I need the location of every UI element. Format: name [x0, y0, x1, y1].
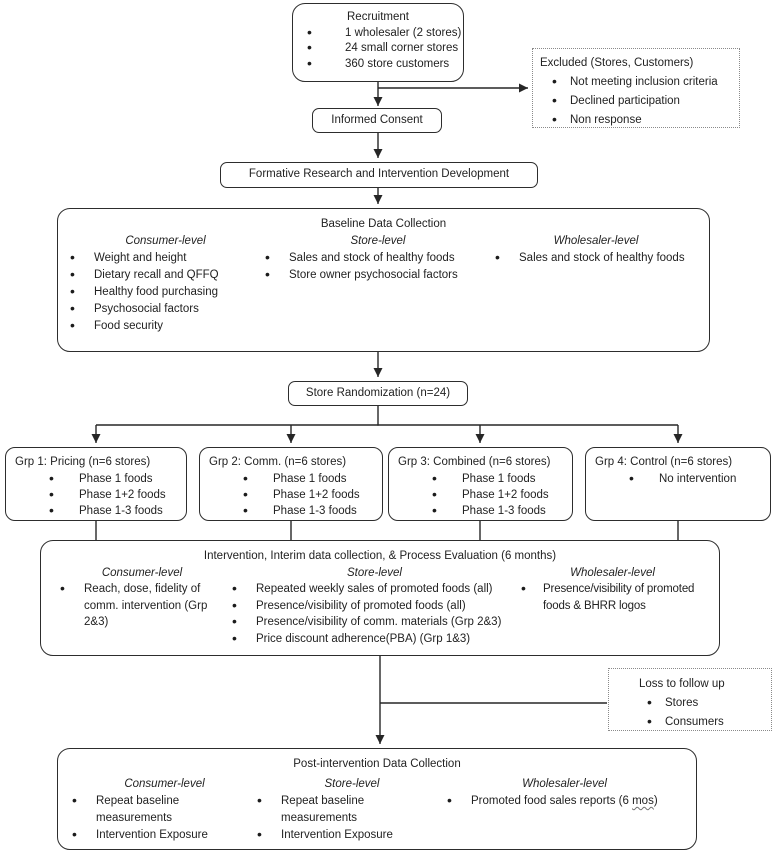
column-header-consumer: Consumer-level	[101, 566, 183, 579]
column-header-consumer: Consumer-level	[124, 778, 205, 790]
baseline-wholesaler-column	[493, 233, 699, 335]
list-item: • Price discount adherence(PBA) (Grp 1&3)	[228, 631, 521, 648]
list-item: • Repeat baseline measurements	[257, 793, 433, 827]
intervention-wholesaler-column	[521, 565, 704, 648]
list-item: • Food security	[68, 318, 263, 335]
loss-title: Loss to follow up	[639, 678, 725, 690]
list-item-text: )	[653, 795, 658, 807]
post-wholesaler-column	[447, 776, 682, 844]
list-item-text: Promoted food sales reports (6	[471, 795, 633, 807]
group-3-list	[398, 471, 567, 519]
baseline-consumer-column	[68, 233, 263, 335]
intervention-box	[40, 540, 720, 656]
group-4-box	[585, 447, 771, 521]
group-4-list	[595, 471, 765, 487]
list-item: • Intervention Exposure	[72, 827, 248, 844]
group-1-title: Grp 1: Pricing (n=6 stores)	[15, 456, 151, 468]
list-item: • Psychosocial factors	[68, 301, 263, 318]
list-item: • Healthy food purchasing	[68, 284, 263, 301]
group-3-box	[388, 447, 573, 521]
list-item: • Not meeting inclusion criteria	[540, 73, 733, 92]
column-header-store: Store-level	[347, 566, 402, 579]
intervention-store-column	[228, 565, 521, 648]
list-item: • Dietary recall and QFFQ	[68, 267, 263, 284]
list-item: • No intervention	[595, 471, 765, 487]
list-item: • Store owner psychosocial factors	[263, 267, 493, 284]
excluded-title: Excluded (Stores, Customers)	[540, 57, 694, 69]
group-1-box	[5, 447, 187, 521]
post-consumer-column	[72, 776, 257, 844]
list-item: • Phase 1 foods	[15, 471, 181, 487]
list-item: • Reach, dose, fidelity of comm. intervention (Grp 2&3)	[56, 581, 228, 631]
excluded-box	[532, 48, 740, 128]
list-item: • Phase 1+2 foods	[398, 487, 567, 503]
list-item: • Repeated weekly sales of promoted foods (all)	[228, 581, 521, 598]
column-header-wholesaler: Wholesaler-level	[570, 566, 655, 579]
randomization-box	[288, 381, 468, 406]
list-item: • Phase 1+2 foods	[209, 487, 377, 503]
column-header-wholesaler: Wholesaler-level	[522, 778, 607, 790]
list-item: • Stores	[639, 694, 767, 713]
list-item: • Consumers	[639, 713, 767, 732]
post-intervention-box	[57, 748, 697, 850]
list-item: • Phase 1-3 foods	[398, 503, 567, 519]
list-item: • Presence/visibility of promoted foods & BHRR logos	[521, 581, 704, 614]
group-2-list	[209, 471, 377, 519]
list-item: • Sales and stock of healthy foods	[263, 250, 493, 267]
post-store-list	[257, 793, 447, 844]
intervention-title: Intervention, Interim data collection, & Process Evaluation (6 months)	[203, 550, 557, 562]
group-2-title: Grp 2: Comm. (n=6 stores)	[209, 456, 347, 468]
list-item: • 1 wholesaler (2 stores)	[305, 26, 463, 42]
list-item: • Presence/visibility of promoted foods (all)	[228, 598, 521, 615]
recruitment-title: Recruitment	[347, 11, 409, 23]
list-item: • Phase 1-3 foods	[209, 503, 377, 519]
list-item: • Presence/visibility of comm. materials (Grp 2&3)	[228, 614, 521, 631]
list-item: • 24 small corner stores	[305, 41, 463, 57]
spellcheck-underlined-text: mos	[632, 795, 654, 807]
baseline-wholesaler-list	[493, 250, 699, 267]
list-item	[447, 793, 682, 810]
list-item: • Sales and stock of healthy foods	[493, 250, 699, 267]
intervention-consumer-column	[56, 565, 228, 648]
column-header-consumer: Consumer-level	[125, 235, 206, 247]
column-header-store: Store-level	[350, 235, 406, 247]
baseline-box	[57, 208, 710, 352]
list-item: • 360 store customers	[305, 57, 463, 73]
intervention-consumer-list	[56, 581, 228, 631]
informed-consent-box	[312, 108, 442, 133]
recruitment-box	[292, 3, 464, 82]
baseline-store-column	[263, 233, 493, 335]
randomization-label: Store Randomization (n=24)	[305, 386, 451, 399]
list-item: • Declined participation	[540, 92, 733, 111]
list-item: • Repeat baseline measurements	[72, 793, 248, 827]
post-store-column	[257, 776, 447, 844]
loss-list	[639, 694, 767, 732]
list-item: • Intervention Exposure	[257, 827, 433, 844]
baseline-store-list	[263, 250, 493, 284]
recruitment-list	[305, 26, 463, 73]
excluded-list	[540, 73, 733, 130]
list-item: • Phase 1-3 foods	[15, 503, 181, 519]
post-consumer-list	[72, 793, 257, 844]
list-item: • Weight and height	[68, 250, 263, 267]
intervention-store-list	[228, 581, 521, 647]
post-title: Post-intervention Data Collection	[293, 758, 461, 770]
formative-box	[220, 162, 538, 188]
group-3-title: Grp 3: Combined (n=6 stores)	[398, 456, 551, 468]
group-1-list	[15, 471, 181, 519]
intervention-wholesaler-list	[521, 581, 704, 614]
loss-to-follow-up-box	[608, 668, 772, 731]
group-4-title: Grp 4: Control (n=6 stores)	[595, 456, 733, 468]
list-item: • Phase 1 foods	[209, 471, 377, 487]
informed-consent-label: Informed Consent	[331, 113, 423, 126]
post-wholesaler-list	[447, 793, 682, 810]
formative-label: Formative Research and Intervention Development	[248, 168, 510, 181]
list-item: • Phase 1+2 foods	[15, 487, 181, 503]
list-item: • Non response	[540, 111, 733, 130]
column-header-wholesaler: Wholesaler-level	[553, 235, 639, 247]
baseline-consumer-list	[68, 250, 263, 335]
column-header-store: Store-level	[324, 778, 380, 790]
baseline-title: Baseline Data Collection	[320, 218, 447, 230]
group-2-box	[199, 447, 383, 521]
list-item: • Phase 1 foods	[398, 471, 567, 487]
